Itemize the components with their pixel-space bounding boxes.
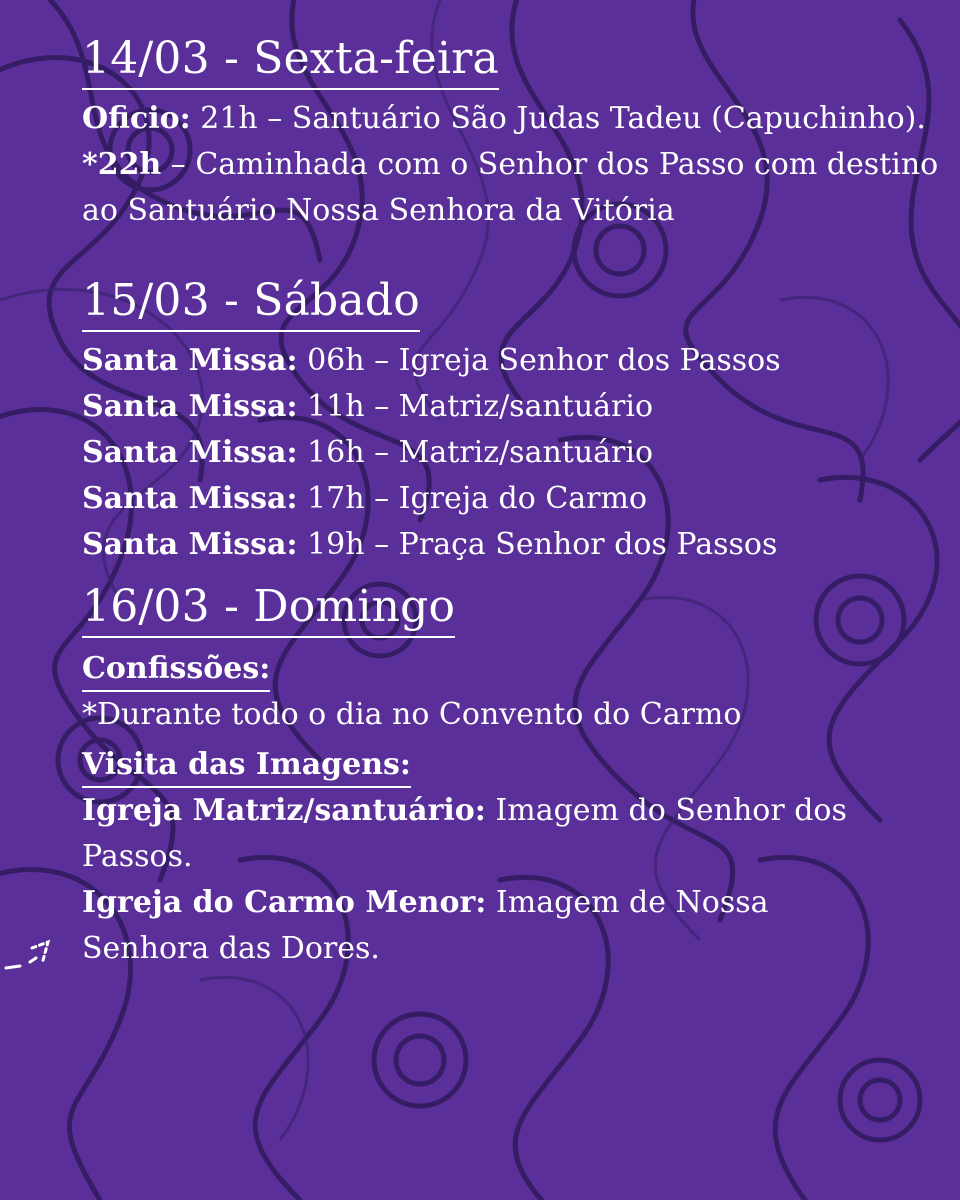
day-separator: -: [209, 33, 254, 84]
day-heading: [82, 578, 455, 638]
entry-text: Imagem de Nossa Senhora das Dores.: [82, 885, 769, 966]
mass-entry: [82, 384, 942, 430]
entry-text: 11h – Matriz/santuário: [297, 389, 654, 424]
confessions-text: *Durante todo o dia no Convento do Carmo: [82, 697, 742, 732]
mass-entry: [82, 522, 942, 568]
schedule-content: [82, 30, 942, 972]
day-weekday: Domingo: [253, 581, 456, 632]
entry-label: Santa Missa:: [82, 435, 298, 470]
entry-label: Oficio:: [82, 101, 191, 136]
office-entry: [82, 96, 942, 142]
day-date: 16/03: [82, 581, 210, 632]
mass-entry: [82, 430, 942, 476]
entry-text: 06h – Igreja Senhor dos Passos: [297, 343, 781, 378]
day-heading: [82, 272, 420, 332]
day-block-3: [82, 578, 942, 972]
entry-label: Santa Missa:: [82, 481, 298, 516]
mass-entry: [82, 338, 942, 384]
entry-label: Santa Missa:: [82, 343, 298, 378]
entry-label: Igreja do Carmo Menor:: [82, 885, 487, 920]
confessions-heading: Confissões:: [82, 648, 270, 692]
entry-text: 19h – Praça Senhor dos Passos: [297, 527, 778, 562]
entry-text: 17h – Igreja do Carmo: [297, 481, 648, 516]
entry-label: *22h: [82, 147, 162, 182]
entry-text: 21h – Santuário São Judas Tadeu (Capuchinho).: [190, 101, 926, 136]
decorative-marker-icon: [2, 938, 54, 978]
entry-label: Santa Missa:: [82, 527, 298, 562]
entry-text: 16h – Matriz/santuário: [297, 435, 654, 470]
visit-entry: [82, 788, 882, 880]
day-heading: [82, 30, 499, 90]
day-date: 14/03: [82, 33, 210, 84]
mass-entry: [82, 476, 942, 522]
day-block-2: [82, 272, 942, 568]
entry-text: – Caminhada com o Senhor dos Passo com destino ao Santuário Nossa Senhora da Vitória: [82, 147, 939, 228]
entry-label: Igreja Matriz/santuário:: [82, 793, 486, 828]
entry-text: Imagem do Senhor dos Passos.: [82, 793, 847, 874]
entry-label: Santa Missa:: [82, 389, 298, 424]
walk-entry: [82, 142, 942, 234]
visits-heading: Visita das Imagens:: [82, 744, 411, 788]
day-date: 15/03: [82, 275, 210, 326]
day-separator: -: [209, 581, 254, 632]
day-block-1: [82, 30, 942, 234]
visit-entry: [82, 880, 882, 972]
day-weekday: Sábado: [253, 275, 420, 326]
day-separator: -: [209, 275, 254, 326]
day-weekday: Sexta-feira: [253, 33, 499, 84]
